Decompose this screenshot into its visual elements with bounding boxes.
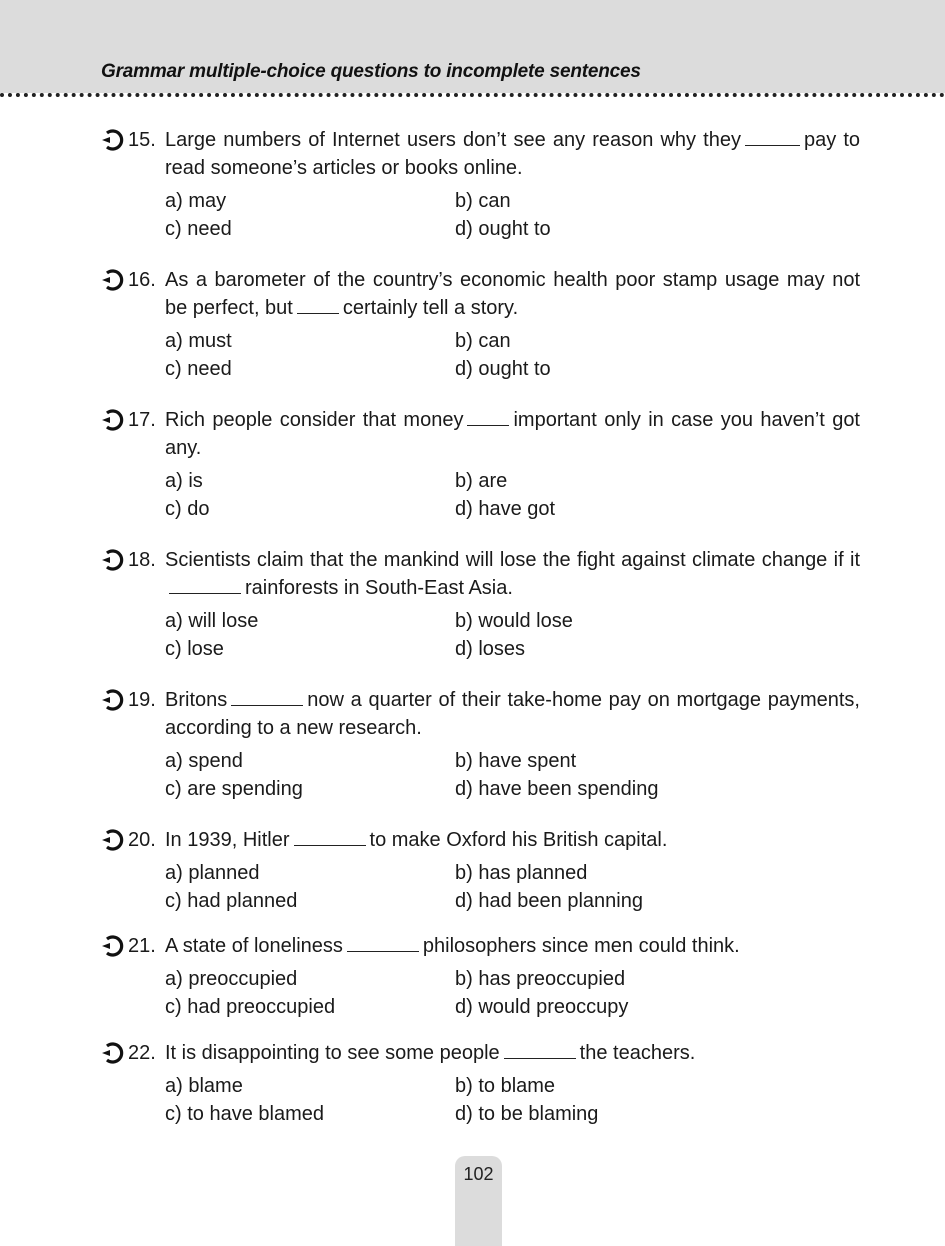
option-c[interactable]: c) had planned <box>165 890 298 912</box>
question-text: It is disappointing to see some people the teachers. <box>165 1042 696 1064</box>
option-c[interactable]: c) to have blamed <box>165 1103 324 1125</box>
circular-arrow-icon <box>100 1039 128 1067</box>
option-a[interactable]: a) is <box>165 470 203 492</box>
answer-options <box>165 965 860 1021</box>
option-a[interactable]: a) spend <box>165 750 243 772</box>
question-22 <box>100 1039 860 1128</box>
option-d[interactable]: d) have got <box>455 498 556 520</box>
option-b[interactable]: b) would lose <box>455 610 573 632</box>
answer-options <box>165 607 860 663</box>
question-text: Large numbers of Internet users don’t see any reason why they pay to read someone’s articles or books online. <box>165 129 860 179</box>
question-21 <box>100 932 860 1021</box>
question-16 <box>100 266 860 383</box>
page-number: 102 <box>463 1164 494 1184</box>
option-d[interactable]: d) would preoccupy <box>455 996 629 1018</box>
option-b[interactable]: b) can <box>455 330 511 352</box>
question-number: 21. <box>128 935 156 957</box>
answer-blank <box>231 687 303 706</box>
answer-options <box>165 747 860 803</box>
question-number: 15. <box>128 129 156 151</box>
circular-arrow-icon <box>100 406 128 434</box>
question-18 <box>100 546 860 663</box>
answer-options <box>165 859 860 915</box>
answer-blank <box>297 295 339 314</box>
answer-blank <box>294 827 366 846</box>
circular-arrow-icon <box>100 126 128 154</box>
answer-blank <box>745 127 800 146</box>
question-19 <box>100 686 860 803</box>
option-c[interactable]: c) do <box>165 498 210 520</box>
option-b[interactable]: b) can <box>455 190 511 212</box>
circular-arrow-icon <box>100 826 128 854</box>
answer-options <box>165 1072 860 1128</box>
option-d[interactable]: d) ought to <box>455 358 551 380</box>
circular-arrow-icon <box>100 266 128 294</box>
option-c[interactable]: c) are spending <box>165 778 303 800</box>
question-text: In 1939, Hitler to make Oxford his British capital. <box>165 829 668 851</box>
header-dotted-divider <box>0 93 945 97</box>
option-a[interactable]: a) blame <box>165 1075 243 1097</box>
option-b[interactable]: b) are <box>455 470 508 492</box>
answer-blank <box>504 1040 576 1059</box>
option-c[interactable]: c) lose <box>165 638 224 660</box>
option-d[interactable]: d) have been spending <box>455 778 659 800</box>
answer-blank <box>467 407 509 426</box>
question-15 <box>100 126 860 243</box>
option-b[interactable]: b) to blame <box>455 1075 556 1097</box>
circular-arrow-icon <box>100 686 128 714</box>
question-number: 16. <box>128 269 156 291</box>
option-c[interactable]: c) need <box>165 358 232 380</box>
option-b[interactable]: b) has preoccupied <box>455 968 626 990</box>
question-text: Britons now a quarter of their take-home pay on mortgage payments, according to a new research. <box>165 689 860 739</box>
question-text: A state of loneliness philosophers since men could think. <box>165 935 740 957</box>
answer-options <box>165 187 860 243</box>
option-c[interactable]: c) need <box>165 218 232 240</box>
option-d[interactable]: d) had been planning <box>455 890 643 912</box>
option-a[interactable]: a) preoccupied <box>165 968 298 990</box>
question-text: As a barometer of the country’s economic health poor stamp usage may not be perfect, but certainly tell a story. <box>165 269 860 319</box>
option-c[interactable]: c) had preoccupied <box>165 996 336 1018</box>
option-a[interactable]: a) must <box>165 330 232 352</box>
option-a[interactable]: a) will lose <box>165 610 259 632</box>
option-b[interactable]: b) has planned <box>455 862 588 884</box>
option-b[interactable]: b) have spent <box>455 750 577 772</box>
option-d[interactable]: d) ought to <box>455 218 551 240</box>
question-17 <box>100 406 860 523</box>
option-d[interactable]: d) to be blaming <box>455 1103 599 1125</box>
option-d[interactable]: d) loses <box>455 638 526 660</box>
question-number: 17. <box>128 409 156 431</box>
option-a[interactable]: a) may <box>165 190 227 212</box>
answer-blank <box>347 933 419 952</box>
page-header-title: Grammar multiple-choice questions to incomplete sentences <box>101 61 641 82</box>
question-number: 20. <box>128 829 156 851</box>
answer-options <box>165 327 860 383</box>
answer-blank <box>169 575 241 594</box>
circular-arrow-icon <box>100 546 128 574</box>
question-20 <box>100 826 860 915</box>
question-number: 18. <box>128 549 156 571</box>
question-number: 19. <box>128 689 156 711</box>
question-text: Rich people consider that money important only in case you haven’t got any. <box>165 409 860 459</box>
question-text: Scientists claim that the mankind will lose the fight against climate change if itrainforests in South-East Asia. <box>165 549 860 599</box>
circular-arrow-icon <box>100 932 128 960</box>
question-number: 22. <box>128 1042 156 1064</box>
answer-options <box>165 467 860 523</box>
option-a[interactable]: a) planned <box>165 862 260 884</box>
